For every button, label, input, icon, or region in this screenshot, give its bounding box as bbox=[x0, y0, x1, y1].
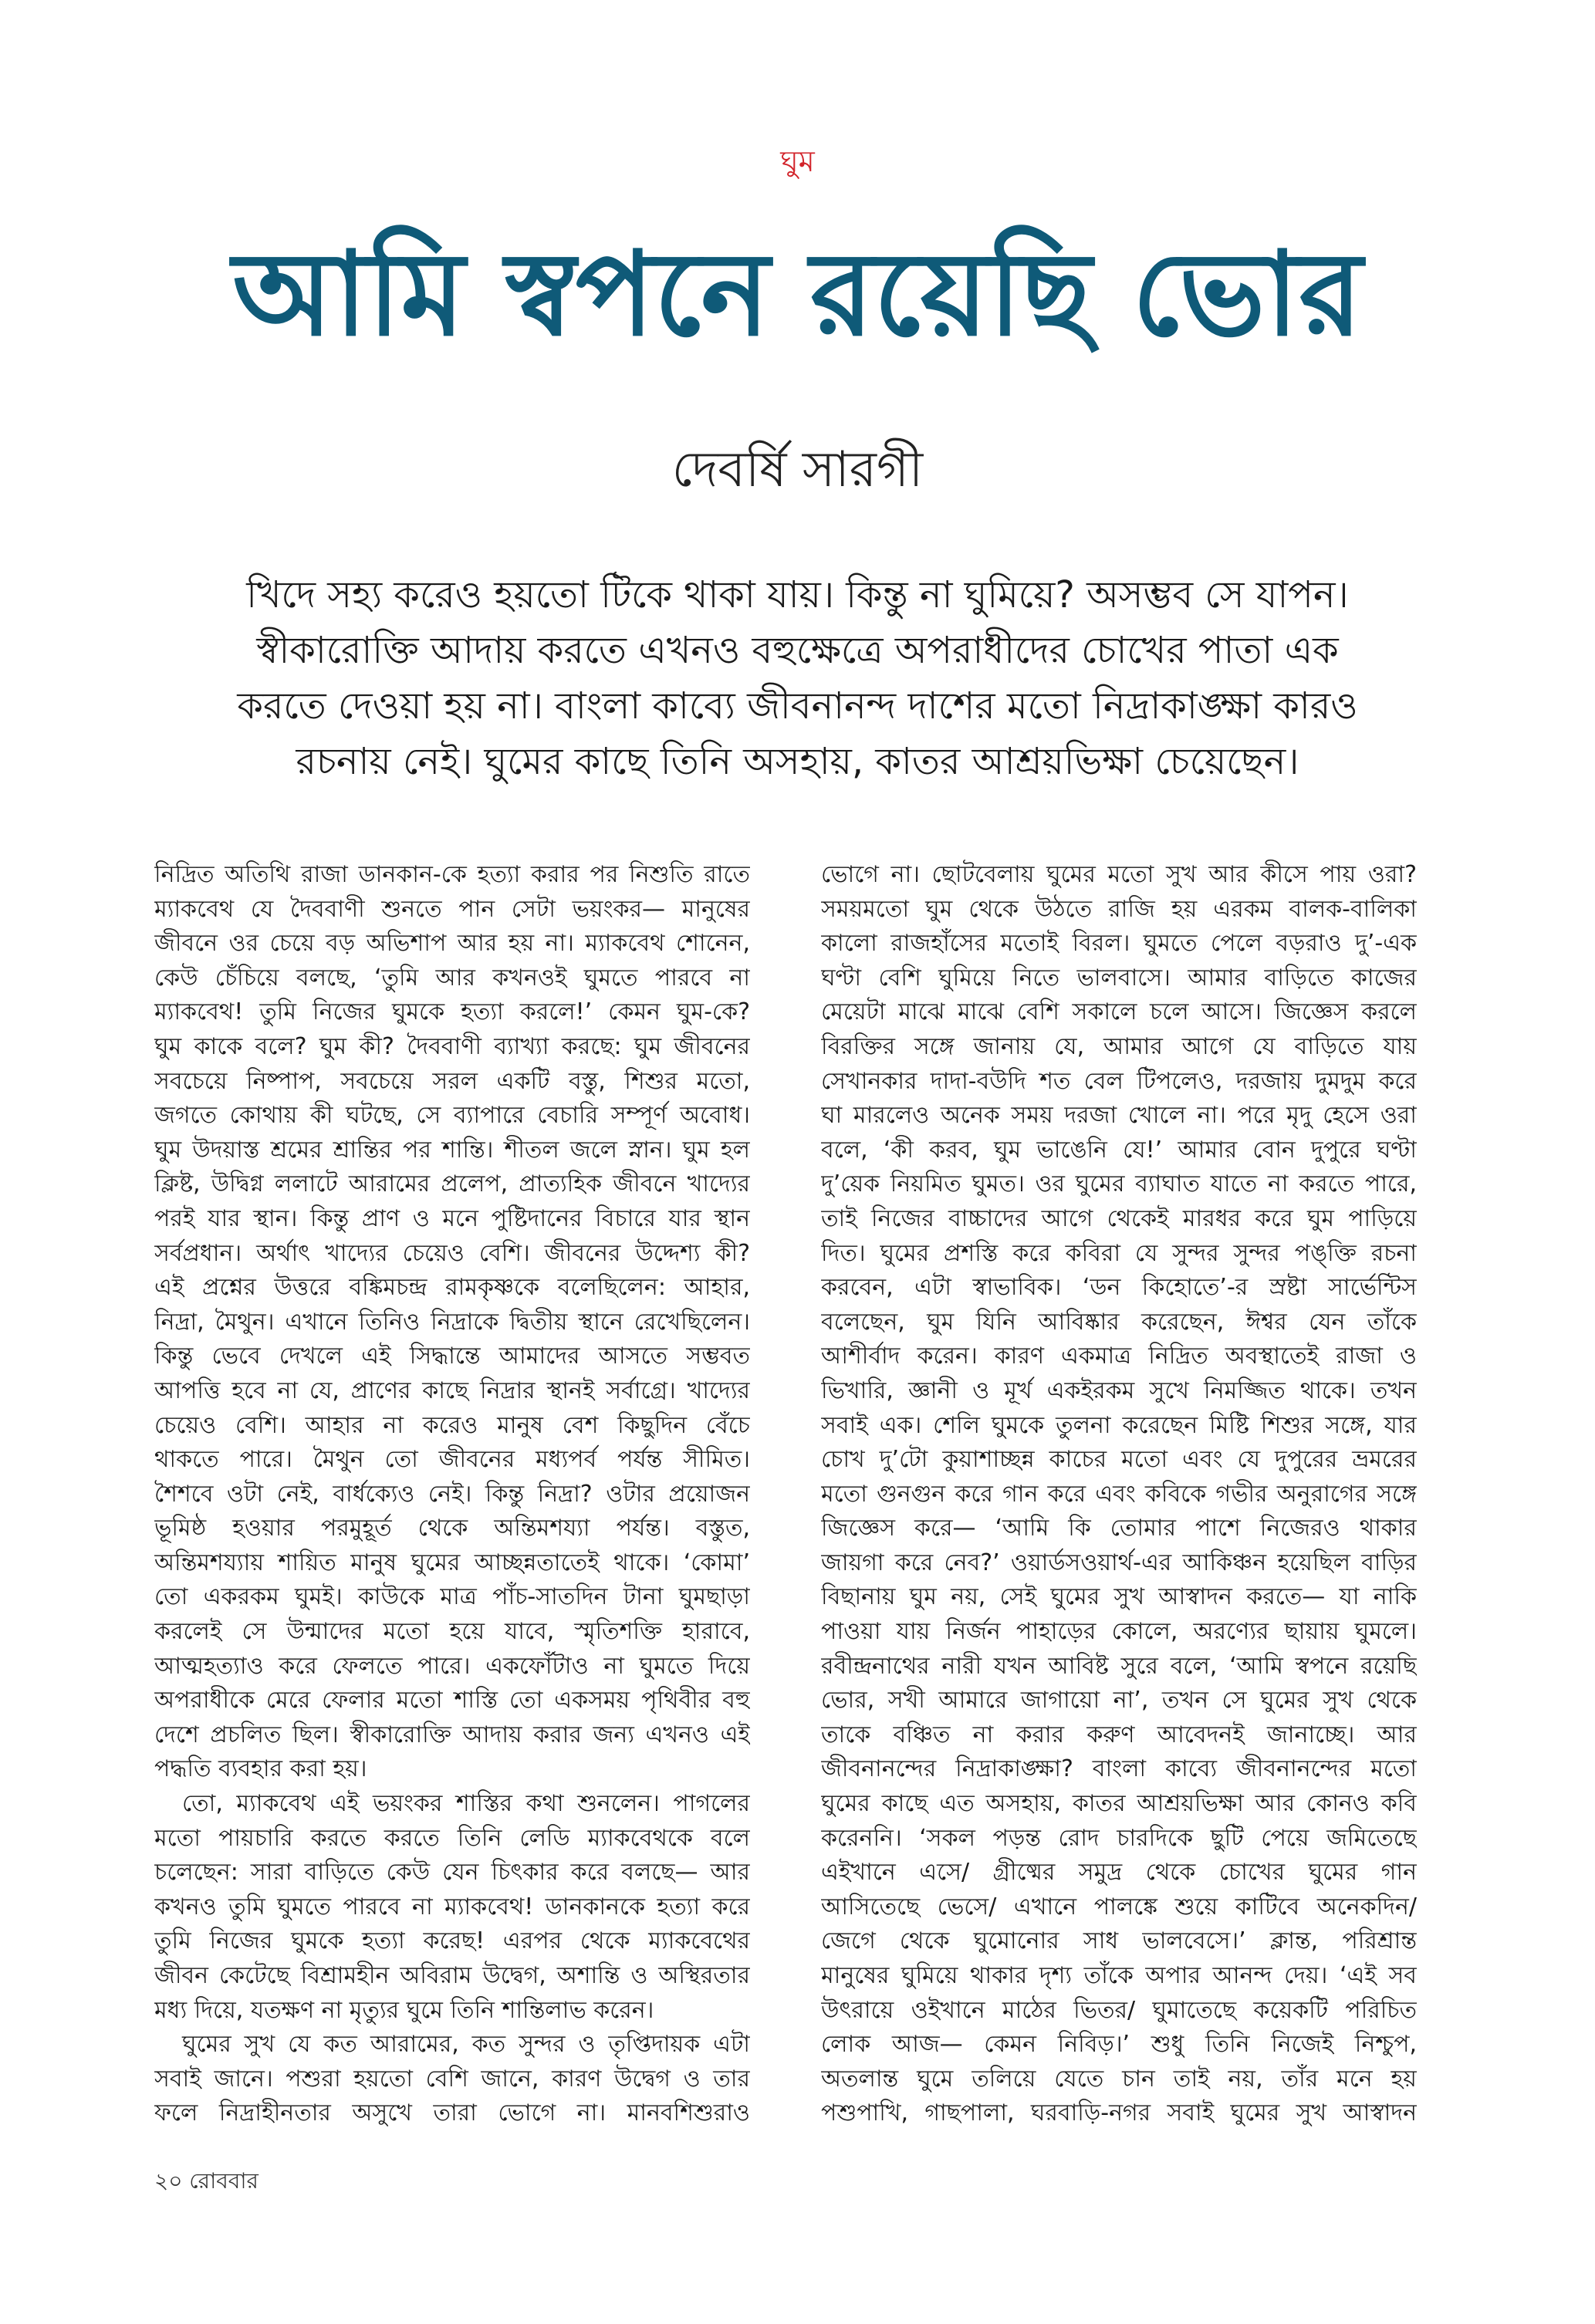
body-line: জীবনে ওর চেয়ে বড় অভিশাপ আর হয় না। ম্যাকবেথ শোনেন, bbox=[154, 930, 750, 958]
body-line: ফলে নিদ্রাহীনতার অসুখে তারা ভোগে না। মানবশিশুরাও bbox=[154, 2099, 750, 2127]
body-line: তাকে বঞ্চিত না করার করুণ আবেদনই জানাচ্ছে। আর bbox=[821, 1721, 1417, 1748]
body-line: করেননি। ‘সকল পড়ন্ত রোদ চারদিকে ছুটি পেয়ে জমিতেছে bbox=[821, 1824, 1417, 1852]
body-line: বলে, ‘কী করব, ঘুম ভাঙেনি যে!’ আমার বোন দুপুরে ঘণ্টা bbox=[821, 1136, 1417, 1164]
body-line: কখনও তুমি ঘুমতে পারবে না ম্যাকবেথ! ডানকানকে হত্যা করে bbox=[154, 1893, 750, 1920]
body-line: বিছানায় ঘুম নয়, সেই ঘুমের সুখ আস্বাদন করতে— যা নাকি bbox=[821, 1583, 1417, 1611]
body-line: ঘুম উদয়াস্ত শ্রমের শ্রান্তির পর শান্তি। শীতল জলে স্নান। ঘুম হল bbox=[154, 1136, 750, 1164]
body-line: অতলান্ত ঘুমে তলিয়ে যেতে চান তাই নয়, তাঁর মনে হয় bbox=[821, 2065, 1417, 2093]
body-line: মধ্য দিয়ে, যতক্ষণ না মৃত্যুর ঘুমে তিনি শান্তিলাভ করেন। bbox=[154, 1996, 654, 2024]
body-line: চোখ দু’টো কুয়াশাচ্ছন্ন কাচের মতো এবং যে দুপুরের ভ্রমরের bbox=[821, 1446, 1417, 1474]
body-line: মানুষের ঘুমিয়ে থাকার দৃশ্য তাঁকে অপার আনন্দ দেয়। ‘এই সব bbox=[821, 1962, 1417, 1989]
body-line: দু’য়েক নিয়মিত ঘুমত। ওর ঘুমের ব্যাঘাত যাতে না করতে পারে, bbox=[821, 1170, 1417, 1198]
body-line: সময়মতো ঘুম থেকে উঠতে রাজি হয় এরকম বালক-বালিকা bbox=[821, 895, 1417, 923]
body-line: মেয়েটা মাঝে মাঝে বেশি সকালে চলে আসে। জিজ্ঞেস করলে bbox=[821, 998, 1417, 1026]
deck-line: করতে দেওয়া হয় না। বাংলা কাব্যে জীবনানন্দ দাশের মতো নিদ্রাকাঙ্ক্ষা কারও bbox=[237, 684, 1358, 728]
body-line: বলেছেন, ঘুম যিনি আবিষ্কার করেছেন, ঈশ্বর যেন তাঁকে bbox=[821, 1308, 1417, 1336]
body-line: ভূমিষ্ঠ হওয়ার পরমুহূর্ত থেকে অন্তিমশয্যা পর্যন্ত। বস্তুত, bbox=[154, 1515, 750, 1542]
body-line: ক্লিষ্ট, উদ্বিগ্ন ললাটে আরামের প্রলেপ, প্রাত্যহিক জীবনে খাদ্যের bbox=[154, 1170, 750, 1198]
body-line: পরই যার স্থান। কিন্তু প্রাণ ও মনে পুষ্টিদানের বিচারে যার স্থান bbox=[154, 1204, 750, 1232]
body-line: মতো পায়চারি করতে করতে তিনি লেডি ম্যাকবেথকে বলে bbox=[154, 1824, 750, 1852]
article-title: আমি স্বপনে রয়েছি ভোর bbox=[232, 228, 1363, 362]
body-line: আত্মহত্যাও করে ফেলতে পারে। একফোঁটাও না ঘুমতে দিয়ে bbox=[154, 1652, 750, 1680]
body-line: দেশে প্রচলিত ছিল। স্বীকারোক্তি আদায় করার জন্য এখনও এই bbox=[154, 1721, 750, 1748]
body-line: চলেছেন: সারা বাড়িতে কেউ যেন চিৎকার করে বলছে— আর bbox=[154, 1859, 750, 1887]
body-line: লোক আজ— কেমন নিবিড়।’ শুধু তিনি নিজেই নিশ্চুপ, bbox=[821, 2031, 1417, 2059]
body-line: জগতে কোথায় কী ঘটছে, সে ব্যাপারে বেচারি সম্পূর্ণ অবোধ। bbox=[154, 1102, 750, 1130]
body-line: আপত্তি হবে না যে, প্রাণের কাছে নিদ্রার স্থানই সর্বাগ্রে। খাদ্যের bbox=[154, 1376, 750, 1404]
deck-line: খিদে সহ্য করেও হয়তো টিকে থাকা যায়। কিন্তু না ঘুমিয়ে? অসম্ভব সে যাপন। bbox=[246, 573, 1349, 616]
body-line: জায়গা করে নেব?’ ওয়ার্ডসওয়ার্থ-এর আকিঞ্চন হয়েছিল বাড়ির bbox=[821, 1549, 1417, 1576]
author-byline: দেবর্ষি সারগী bbox=[671, 441, 924, 498]
body-line: পাওয়া যায় নির্জন পাহাড়ের কোলে, অরণ্যের ছায়ায় ঘুমলে। bbox=[821, 1618, 1417, 1646]
deck-line: রচনায় নেই। ঘুমের কাছে তিনি অসহায়, কাতর আশ্রয়ভিক্ষা চেয়েছেন। bbox=[296, 740, 1299, 783]
body-line: এইখানে এসে/ গ্রীষ্মের সমুদ্র থেকে চোখের ঘুমের গান bbox=[821, 1859, 1417, 1887]
body-line: তো, ম্যাকবেথ এই ভয়ংকর শাস্তির কথা শুনলেন। পাগলের bbox=[182, 1790, 750, 1818]
body-column-left bbox=[154, 858, 750, 2131]
body-line: মতো গুনগুন করে গান করে এবং কবিকে গভীর অনুরাগের সঙ্গে bbox=[821, 1480, 1417, 1508]
body-line: জীবনানন্দের নিদ্রাকাঙ্ক্ষা? বাংলা কাব্যে জীবনানন্দের মতো bbox=[821, 1755, 1417, 1783]
body-line: সবাই এক। শেলি ঘুমকে তুলনা করেছেন মিষ্টি শিশুর সঙ্গে, যার bbox=[821, 1411, 1417, 1439]
body-line: বিরক্তির সঙ্গে জানায় যে, আমার আগে যে বাড়িতে যায় bbox=[821, 1032, 1417, 1060]
body-line: এই প্রশ্নের উত্তরে বঙ্কিমচন্দ্র রামকৃষ্ণকে বলেছিলেন: আহার, bbox=[154, 1274, 750, 1302]
body-line: সেখানকার দাদা-বউদি শত বেল টিপলেও, দরজায় দুমদুম করে bbox=[821, 1067, 1417, 1095]
body-line: কেউ চেঁচিয়ে বলছে, ‘তুমি আর কখনওই ঘুমতে পারবে না bbox=[154, 964, 750, 991]
body-line: আশীর্বাদ করেন। কারণ একমাত্র নিদ্রিত অবস্থাতেই রাজা ও bbox=[821, 1343, 1417, 1370]
body-line: করবেন, এটা স্বাভাবিক। ‘ডন কিহোতে’-র স্রষ্টা সার্ভেন্টিস bbox=[821, 1274, 1417, 1302]
body-line: থাকতে পারে। মৈথুন তো জীবনের মধ্যপর্ব পর্যন্ত সীমিত। bbox=[154, 1446, 750, 1474]
body-line: পদ্ধতি ব্যবহার করা হয়। bbox=[154, 1755, 367, 1783]
body-line: নিদ্রা, মৈথুন। এখানে তিনিও নিদ্রাকে দ্বিতীয় স্থানে রেখেছিলেন। bbox=[154, 1308, 750, 1336]
body-line: অপরাধীকে মেরে ফেলার মতো শাস্তি তো একসময় পৃথিবীর বহু bbox=[154, 1687, 750, 1714]
body-line: ভোগে না। ছোটবেলায় ঘুমের মতো সুখ আর কীসে পায় ওরা? bbox=[821, 861, 1417, 888]
section-kicker: ঘুম bbox=[780, 144, 815, 178]
body-line: ম্যাকবেথ! তুমি নিজের ঘুমকে হত্যা করলে!’ কেমন ঘুম-কে? bbox=[154, 998, 750, 1026]
body-line: ভোর, সখী আমারে জাগায়ো না’, তখন সে ঘুমের সুখ থেকে bbox=[821, 1687, 1417, 1714]
body-line: নিদ্রিত অতিথি রাজা ডানকান-কে হত্যা করার পর নিশুতি রাতে bbox=[154, 861, 750, 888]
body-line: শৈশবে ওটা নেই, বার্ধক্যেও নেই। কিন্তু নিদ্রা? ওটার প্রয়োজন bbox=[154, 1480, 750, 1508]
body-line: রবীন্দ্রনাথের নারী যখন আবিষ্ট সুরে বলে, ‘আমি স্বপনে রয়েছি bbox=[821, 1652, 1417, 1680]
body-line: ম্যাকবেথ যে দৈববাণী শুনতে পান সেটা ভয়ংকর— মানুষের bbox=[154, 895, 750, 923]
body-line: উৎরায়ে ওইখানে মাঠের ভিতর/ ঘুমাতেছে কয়েকটি পরিচিত bbox=[821, 1996, 1417, 2024]
deck-line: স্বীকারোক্তি আদায় করতে এখনও বহুক্ষেত্রে অপরাধীদের চোখের পাতা এক bbox=[256, 629, 1339, 672]
body-line: জিজ্ঞেস করে— ‘আমি কি তোমার পাশে নিজেরও থাকার bbox=[821, 1515, 1417, 1542]
body-line: তাই নিজের বাচ্চাদের আগে থেকেই মারধর করে ঘুম পাড়িয়ে bbox=[821, 1204, 1417, 1232]
body-column-right bbox=[821, 858, 1417, 2131]
body-line: জেগে থেকে ঘুমোনোর সাধ ভালবেসে।’ ক্লান্ত, পরিশ্রান্ত bbox=[821, 1927, 1417, 1955]
body-line: তুমি নিজের ঘুমকে হত্যা করেছ! এরপর থেকে ম্যাকবেথের bbox=[154, 1927, 750, 1955]
body-line: ভিখারি, জ্ঞানী ও মূর্খ একইরকম সুখে নিমজ্জিত থাকে। তখন bbox=[821, 1376, 1417, 1404]
body-line: সর্বপ্রধান। অর্থাৎ খাদ্যের চেয়েও বেশি। জীবনের উদ্দেশ্য কী? bbox=[154, 1239, 750, 1267]
body-line: চেয়েও বেশি। আহার না করেও মানুষ বেশ কিছুদিন বেঁচে bbox=[154, 1411, 750, 1439]
body-line: সবাই জানে। পশুরা হয়তো বেশি জানে, কারণ উদ্বেগ ও তার bbox=[154, 2065, 750, 2093]
body-line: ঘুমের সুখ যে কত আরামের, কত সুন্দর ও তৃপ্তিদায়ক এটা bbox=[182, 2031, 750, 2059]
body-line: ঘুমের কাছে এত অসহায়, কাতর আশ্রয়ভিক্ষা আর কোনও কবি bbox=[821, 1790, 1417, 1818]
body-line: কিন্তু ভেবে দেখলে এই সিদ্ধান্তে আমাদের আসতে সম্ভবত bbox=[154, 1343, 750, 1370]
body-line: ঘণ্টা বেশি ঘুমিয়ে নিতে ভালবাসে। আমার বাড়িতে কাজের bbox=[821, 964, 1417, 991]
body-line: ঘা মারলেও অনেক সময় দরজা খোলে না। পরে মৃদু হেসে ওরা bbox=[821, 1102, 1417, 1130]
body-line: অন্তিমশয্যায় শায়িত মানুষ ঘুমের আচ্ছন্নতাতেই থাকে। ‘কোমা’ bbox=[154, 1549, 750, 1576]
body-line: তো একরকম ঘুমই। কাউকে মাত্র পাঁচ-সাতদিন টানা ঘুমছাড়া bbox=[154, 1583, 750, 1611]
article-deck bbox=[154, 567, 1441, 789]
body-line: কালো রাজহাঁসের মতোই বিরল। ঘুমতে পেলে বড়রাও দু’-এক bbox=[821, 930, 1417, 958]
page-footer-folio: ২০ রোববার bbox=[154, 2168, 259, 2194]
body-line: আসিতেছে ভেসে/ এখানে পালঙ্কে শুয়ে কাটিবে অনেকদিন/ bbox=[821, 1893, 1417, 1920]
body-line: করলেই সে উন্মাদের মতো হয়ে যাবে, স্মৃতিশক্তি হারাবে, bbox=[154, 1618, 750, 1646]
body-line: ঘুম কাকে বলে? ঘুম কী? দৈববাণী ব্যাখ্যা করছে: ঘুম জীবনের bbox=[154, 1032, 750, 1060]
body-line: দিত। ঘুমের প্রশস্তি করে কবিরা যে সুন্দর সুন্দর পঙ্‌ক্তি রচনা bbox=[821, 1239, 1417, 1267]
body-line: সবচেয়ে নিষ্পাপ, সবচেয়ে সরল একটি বস্তু, শিশুর মতো, bbox=[154, 1067, 750, 1095]
body-line: জীবন কেটেছে বিশ্রামহীন অবিরাম উদ্বেগ, অশান্তি ও অস্থিরতার bbox=[154, 1962, 750, 1989]
body-line: পশুপাখি, গাছপালা, ঘরবাড়ি-নগর সবাই ঘুমের সুখ আস্বাদন bbox=[821, 2099, 1417, 2127]
